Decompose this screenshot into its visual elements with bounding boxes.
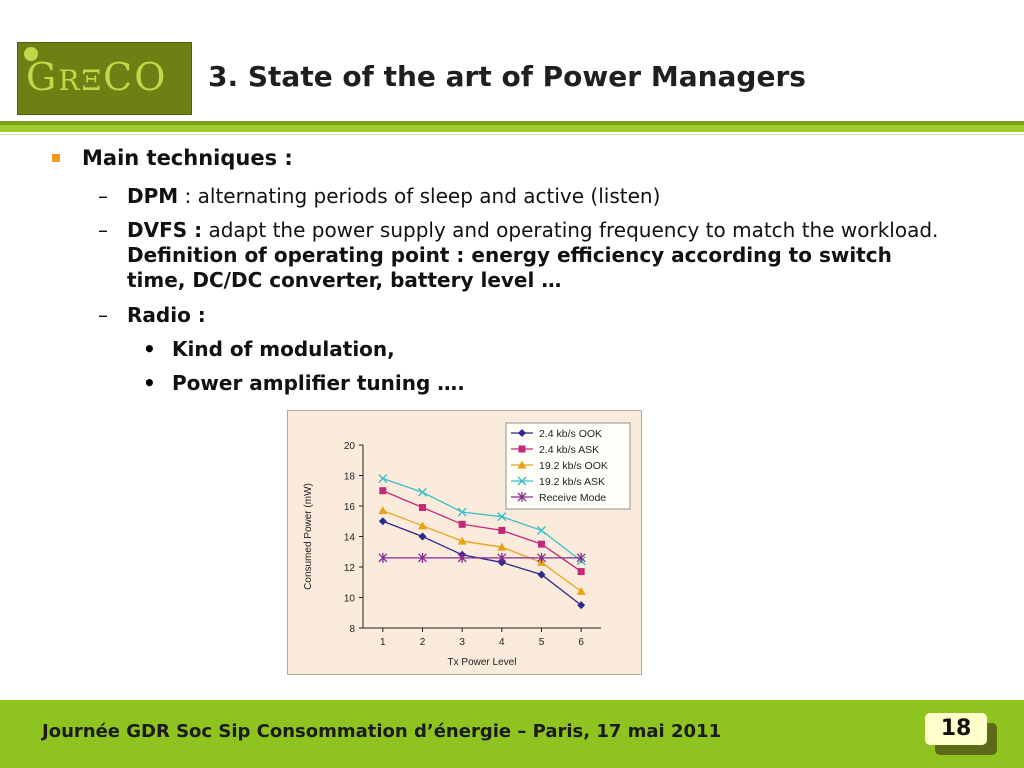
legend-label: 2.4 kb/s OOK: [539, 428, 603, 440]
x-tick-label: 3: [459, 637, 465, 648]
round-bullet: •: [143, 337, 156, 361]
round-bullet: •: [143, 371, 156, 395]
header-rule-thin: [0, 134, 1024, 135]
data-point: [378, 506, 387, 514]
data-point: [419, 504, 426, 511]
data-point: [577, 587, 586, 595]
header-rule-light: [0, 125, 1024, 132]
section-heading: Main techniques :: [82, 146, 293, 170]
x-tick-label: 2: [419, 637, 426, 648]
data-point: [379, 475, 387, 483]
legend-label: 19.2 kb/s OOK: [539, 460, 608, 472]
x-tick-label: 5: [538, 637, 545, 648]
x-tick-label: 6: [578, 637, 584, 648]
y-tick-label: 8: [349, 624, 355, 635]
data-point: [498, 527, 505, 534]
data-point: [458, 537, 467, 545]
dash-bullet: –: [98, 218, 108, 242]
chart-svg: [288, 411, 641, 674]
square-bullet-icon: [52, 154, 60, 162]
list-item-dvfs-detail: Definition of operating point : energy efficiency according to switch: [127, 243, 892, 267]
series-line: [383, 521, 581, 605]
data-point: [459, 521, 466, 528]
data-point: [538, 541, 545, 548]
x-tick-label: 4: [499, 637, 505, 648]
dash-bullet: –: [98, 303, 108, 327]
x-tick-label: 1: [380, 637, 386, 648]
series-receive-mode: [379, 553, 585, 563]
list-item-dpm: DPM : alternating periods of sleep and active (listen): [127, 184, 661, 208]
list-item-dvfs: DVFS : adapt the power supply and operating frequency to match the workload.: [127, 218, 939, 242]
data-point: [538, 526, 546, 534]
chart-legend: [506, 423, 630, 509]
page-number: 18: [925, 713, 987, 745]
sub-item-pa-tuning: Power amplifier tuning ….: [172, 371, 465, 395]
greco-logo: [17, 42, 192, 115]
series-2-4-kb-s-ook: [379, 517, 585, 609]
y-tick-label: 20: [343, 441, 355, 452]
y-tick-label: 10: [343, 593, 355, 605]
data-point: [379, 487, 386, 494]
x-axis-label: Tx Power Level: [447, 657, 517, 668]
data-point: [419, 488, 427, 496]
data-point: [519, 446, 526, 453]
data-point: [578, 568, 585, 575]
data-point: [418, 521, 427, 529]
logo-wordmark: GRΞCO: [26, 55, 168, 99]
series-19-2-kb-s-ook: [378, 506, 585, 595]
legend-label: 2.4 kb/s ASK: [539, 444, 600, 456]
y-tick-label: 16: [343, 502, 355, 513]
list-item-dvfs-detail: time, DC/DC converter, battery level …: [127, 268, 562, 292]
page-title: 3. State of the art of Power Managers: [208, 60, 806, 93]
y-axis-label: Consumed Power (mW): [303, 483, 314, 590]
footer-bar: [0, 700, 1024, 768]
data-point: [379, 517, 387, 525]
power-chart: [287, 410, 642, 675]
footer-caption: Journée GDR Soc Sip Consommation d’énergie – Paris, 17 mai 2011: [42, 721, 722, 742]
sub-item-modulation: Kind of modulation,: [172, 337, 395, 361]
y-tick-label: 18: [343, 471, 355, 483]
y-tick-label: 12: [343, 563, 355, 574]
legend-label: 19.2 kb/s ASK: [539, 476, 605, 488]
list-item-radio: Radio :: [127, 303, 206, 327]
data-point: [419, 533, 427, 541]
dash-bullet: –: [98, 184, 108, 208]
legend-label: Receive Mode: [539, 492, 607, 504]
y-tick-label: 14: [343, 532, 355, 544]
